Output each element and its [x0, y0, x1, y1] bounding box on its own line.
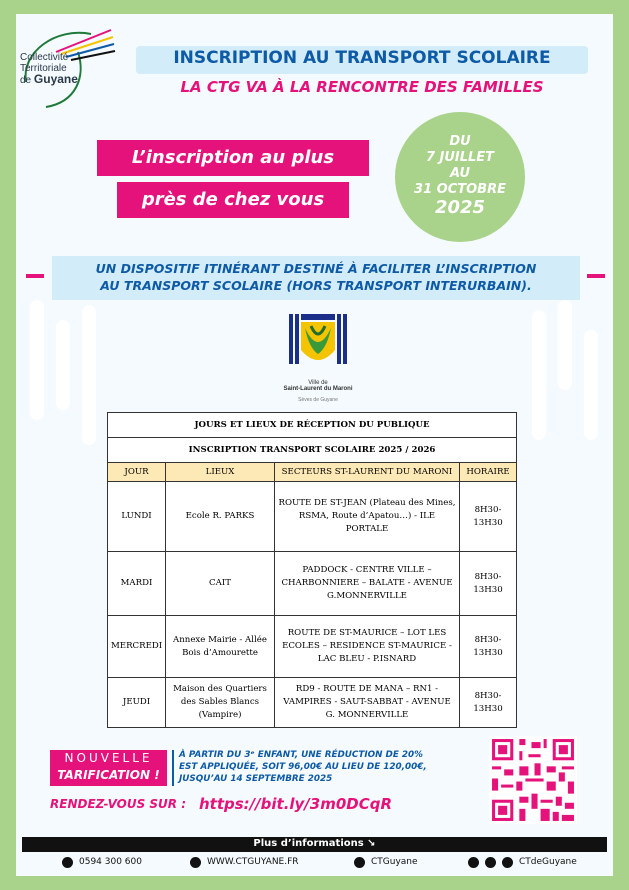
saint-laurent-crest-icon [287, 312, 349, 374]
rdv-link[interactable]: https://bit.ly/3m0DCqR [199, 795, 393, 813]
table-row [108, 552, 517, 616]
decor-wave [30, 300, 44, 420]
cell-lieux: CAIT [166, 552, 275, 616]
decor-wave [82, 305, 96, 445]
x-icon [502, 857, 513, 868]
town-logo-line: Saint-Laurent du Maroni [283, 386, 353, 392]
pricing-badge-line1: NOUVELLE [64, 751, 153, 765]
cell-lieux: Annexe Mairie - Allée Bois d’Amourette [166, 616, 275, 678]
table-heading-row [108, 438, 517, 463]
tagline-line2: près de chez vous [117, 182, 349, 218]
column-header: SECTEURS ST-LAURENT DU MARONI [275, 463, 460, 482]
column-header: LIEUX [166, 463, 275, 482]
cell-horaire: 8H30-13H30 [460, 552, 517, 616]
logo-line: Collectivité [20, 52, 69, 63]
qr-code-icon[interactable] [489, 736, 577, 824]
cell-lieux: Ecole R. PARKS [166, 482, 275, 552]
cell-secteurs: ROUTE DE ST-JEAN (Plateau des Mines, RSMA, Route d’Apatou…) - ILE PORTALE [275, 482, 460, 552]
table-header-row [108, 463, 517, 482]
instagram-icon [468, 857, 479, 868]
facebook-icon [354, 857, 365, 868]
pricing-line: EST APPLIQUÉE, SOIT 96,00€ AU LIEU DE 120,00€, [179, 762, 427, 772]
cell-jour: MARDI [108, 552, 166, 616]
date-year: 2025 [434, 197, 486, 218]
cell-secteurs: ROUTE DE ST-MAURICE – LOT LES ECOLES – RESIDENCE ST-MAURICE - LAC BLEU - P.ISNARD [275, 616, 460, 678]
table-heading-row [108, 413, 517, 438]
decor-wave [558, 300, 572, 390]
rdv-label: RENDEZ-VOUS SUR : [50, 797, 187, 811]
cell-jour: JEUDI [108, 678, 166, 728]
globe-icon [190, 857, 201, 868]
phone-icon [62, 857, 73, 868]
decor-wave [584, 330, 598, 440]
ctg-logo-text [20, 52, 78, 86]
table-subheading: INSCRIPTION TRANSPORT SCOLAIRE 2025 / 2026 [108, 438, 517, 463]
schedule-table [107, 412, 517, 728]
footer-facebook-text: CTGuyane [371, 857, 418, 867]
pricing-line: JUSQU’AU 14 SEPTEMBRE 2025 [179, 774, 333, 784]
date-du: DU [449, 134, 471, 149]
logo-line-bold: Guyane [33, 72, 78, 86]
table-row [108, 678, 517, 728]
table-heading: JOURS ET LIEUX DE RÉCEPTION DU PUBLIQUE [108, 413, 517, 438]
saint-laurent-logo-text [270, 380, 366, 403]
tiktok-icon [485, 857, 496, 868]
pricing-line: À PARTIR DU 3ᵉ ENFANT, UNE RÉDUCTION DE 20% [179, 750, 423, 760]
footer-website[interactable] [190, 854, 299, 870]
footer-phone[interactable] [62, 854, 142, 870]
footer-socials-text: CTdeGuyane [519, 857, 577, 867]
logo-line-prefix: de [20, 75, 34, 86]
info-title: Plus d’informations ↘ [253, 838, 376, 849]
page-title: INSCRIPTION AU TRANSPORT SCOLAIRE [173, 48, 551, 68]
town-logo-line: Sèves de Guyane [298, 397, 338, 403]
column-header: HORAIRE [460, 463, 517, 482]
decor-wave [56, 320, 70, 410]
footer-website-text: WWW.CTGUYANE.FR [207, 857, 299, 867]
banner-line: AU TRANSPORT SCOLAIRE (HORS TRANSPORT INTERURBAIN). [100, 278, 532, 293]
decor-wave [532, 310, 546, 440]
footer-socials[interactable] [468, 854, 577, 870]
pricing-divider [172, 750, 174, 786]
table-row [108, 616, 517, 678]
tagline-line1: L’inscription au plus [97, 140, 369, 176]
cell-horaire: 8H30-13H30 [460, 616, 517, 678]
cell-jour: LUNDI [108, 482, 166, 552]
logo-line: Territoriale [20, 63, 67, 74]
logo-line [20, 74, 78, 86]
pricing-text [179, 749, 469, 785]
footer-facebook[interactable] [354, 854, 418, 870]
cell-horaire: 8H30-13H30 [460, 482, 517, 552]
table-row [108, 482, 517, 552]
banner-text [52, 260, 580, 294]
date-start: 7 JUILLET [425, 150, 495, 165]
banner-line: UN DISPOSITIF ITINÉRANT DESTINÉ À FACILITER L’INSCRIPTION [95, 261, 537, 276]
cell-jour: MERCREDI [108, 616, 166, 678]
cell-horaire: 8H30-13H30 [460, 678, 517, 728]
cell-secteurs: RD9 - ROUTE DE MANA – RN1 - VAMPIRES - SAUT-SABBAT - AVENUE G. MONNERVILLE [275, 678, 460, 728]
column-header: JOUR [108, 463, 166, 482]
cell-lieux: Maison des Quartiers des Sables Blancs (Vampire) [166, 678, 275, 728]
page-subtitle: LA CTG VA À LA RENCONTRE DES FAMILLES [180, 78, 544, 96]
town-logo-line: Ville de [308, 380, 328, 386]
banner-dash-left [26, 274, 44, 278]
date-au: AU [449, 166, 471, 181]
banner-dash-right [587, 274, 605, 278]
cell-secteurs: PADDOCK - CENTRE VILLE – CHARBONNIERE – BALATE - AVENUE G.MONNERVILLE [275, 552, 460, 616]
footer-phone-text: 0594 300 600 [79, 857, 142, 867]
pricing-badge-line2: TARIFICATION ! [57, 768, 160, 782]
date-end: 31 OCTOBRE [414, 182, 506, 197]
date-badge [395, 112, 525, 242]
